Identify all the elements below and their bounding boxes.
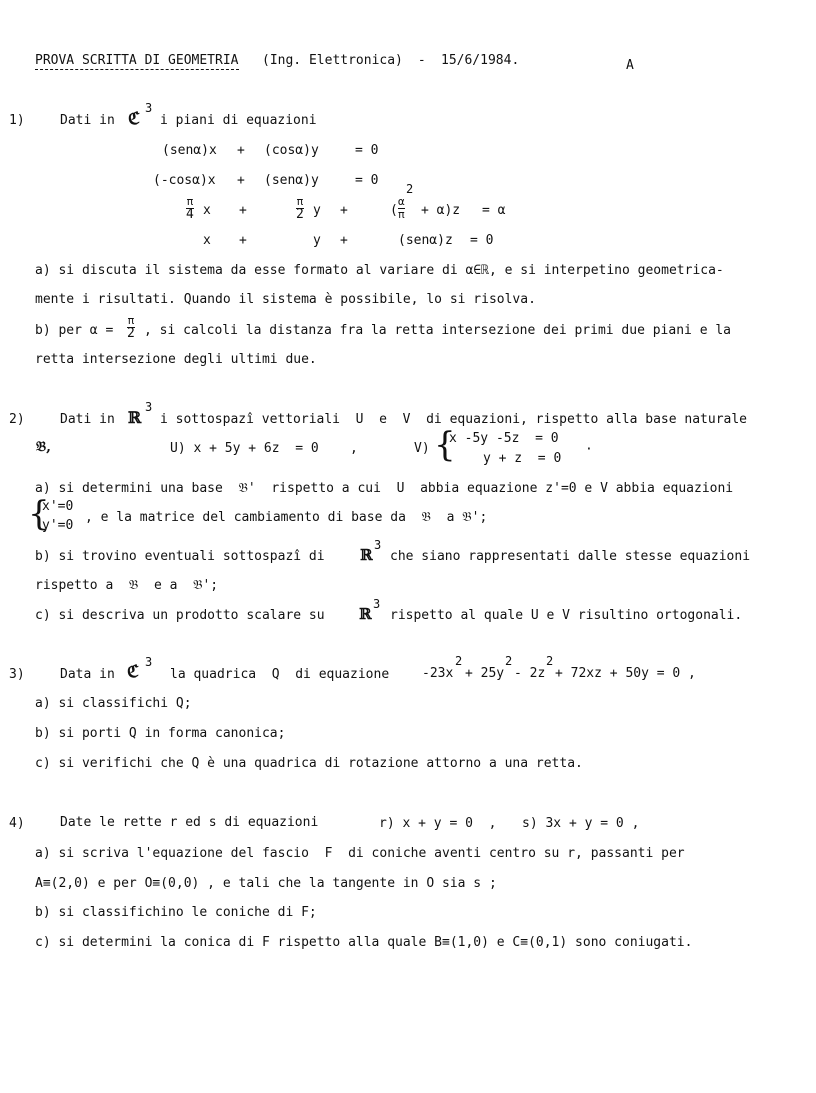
q1-eq3-fraction-1 xyxy=(186,196,194,221)
q1-eq1-rhs: = 0 xyxy=(355,143,379,158)
q4-part-a-line1: a) si scriva l'equazione del fascio F di coniche aventi centro su r, passanti per xyxy=(35,846,685,861)
q2-part-a-system-2: y'=0 xyxy=(42,518,74,533)
q2-part-c-line-b: rispetto al quale U e V risultino ortogonali. xyxy=(390,608,743,623)
q1-part-a-line1: a) si discuta il sistema da esse formato al variare di α∈ℝ, e si interpetino geometrica- xyxy=(35,263,724,278)
exam-title: PROVA SCRITTA DI GEOMETRIA xyxy=(35,53,239,68)
q3-eq-term2: + 25y xyxy=(465,666,505,681)
date-separator: - xyxy=(410,53,434,68)
q2-number: 2) xyxy=(9,412,25,427)
q1-eq3-plus1: + xyxy=(239,203,247,218)
q1-part-a-line2: mente i risultati. Quando il sistema è possibile, lo si risolva. xyxy=(35,292,536,307)
q2-v-equation-2: y + z = 0 xyxy=(483,451,562,466)
real-space-symbol: ℝ xyxy=(360,546,373,564)
q4-s-equation: s) 3x + y = 0 , xyxy=(522,816,640,831)
fraction-denominator: 4 xyxy=(186,207,194,222)
q2-part-b-line2: rispetto a 𝔅 e a 𝔅'; xyxy=(35,578,219,593)
q2-part-b-line1-a: b) si trovino eventuali sottospazî di xyxy=(35,549,325,564)
q3-eq-exp2: 2 xyxy=(505,654,513,668)
q1-eq3-x: x xyxy=(203,203,211,218)
q3-part-b: b) si porti Q in forma canonica; xyxy=(35,726,286,741)
q3-eq-term1: -23x xyxy=(422,666,454,681)
fraction-numerator: α xyxy=(398,195,405,208)
fraction-numerator: π xyxy=(127,314,135,327)
q1-eq1-term1: (senα)x xyxy=(162,143,217,158)
q3-eq-exp1: 2 xyxy=(455,654,463,668)
q1-eq3-rest: + α)z xyxy=(421,203,461,218)
q1-part-b-fraction xyxy=(127,315,135,340)
q4-part-a-line2: A≡(2,0) e per O≡(0,0) , e tali che la tangente in O sia s ; xyxy=(35,876,497,891)
q4-part-c: c) si determini la conica di F rispetto alla quale B≡(1,0) e C≡(0,1) sono coniugati. xyxy=(35,935,693,950)
system-brace: { xyxy=(28,494,50,534)
course-name: (Ing. Elettronica) xyxy=(262,53,403,68)
q1-eq3-rhs: = α xyxy=(482,203,506,218)
q3-number: 3) xyxy=(9,667,25,682)
q1-eq2-term2: (senα)y xyxy=(264,173,319,188)
q2-v-equation-1: x -5y -5z = 0 xyxy=(449,431,559,446)
q1-eq4-y: y xyxy=(313,233,321,248)
q2-intro-b: i sottospazî vettoriali U e V di equazioni, rispetto alla base naturale xyxy=(160,412,747,427)
q4-r-equation: r) x + y = 0 , xyxy=(379,816,497,831)
q1-eq3-exponent: 2 xyxy=(406,182,414,196)
system-brace: { xyxy=(434,425,456,465)
q1-eq2-plus: + xyxy=(237,173,245,188)
complex-space-symbol: ℭ xyxy=(127,662,139,682)
q2-v-label: V) xyxy=(414,441,430,456)
q1-eq4-term: (senα)z xyxy=(398,233,453,248)
q1-exponent: 3 xyxy=(145,101,153,115)
exam-version: A xyxy=(626,58,634,73)
q3-eq-exp3: 2 xyxy=(546,654,554,668)
q3-eq-term4: + 72xz + 50y = 0 , xyxy=(555,666,696,681)
q3-part-a: a) si classifichi Q; xyxy=(35,696,192,711)
q4-number: 4) xyxy=(9,816,25,831)
complex-space-symbol: ℭ xyxy=(128,109,140,129)
q2-intro-a: Dati in xyxy=(60,412,115,427)
q1-eq1-term2: (cosα)y xyxy=(264,143,319,158)
q2-exponent: 3 xyxy=(145,400,153,414)
fraction-denominator: 2 xyxy=(127,326,135,341)
q1-intro-b: i piani di equazioni xyxy=(160,113,317,128)
q1-eq2-term1: (-cosα)x xyxy=(153,173,216,188)
q3-part-c: c) si verifichi che Q è una quadrica di rotazione attorno a una retta. xyxy=(35,756,583,771)
fraction-numerator: π xyxy=(296,195,304,208)
fraction-denominator: 2 xyxy=(296,207,304,222)
q4-part-b: b) si classifichino le coniche di F; xyxy=(35,905,317,920)
q1-intro-a: Dati in xyxy=(60,113,115,128)
q1-eq3-plus2: + xyxy=(340,203,348,218)
q1-part-b-line1: , si calcoli la distanza fra la retta intersezione dei primi due piani e la xyxy=(144,323,731,338)
q4-intro: Date le rette r ed s di equazioni xyxy=(60,815,319,830)
q1-number: 1) xyxy=(9,113,25,128)
q1-eq3-paren: ( xyxy=(390,203,398,218)
q2-part-a-system-1: x'=0 xyxy=(42,499,74,514)
fraction-numerator: π xyxy=(186,195,194,208)
q2-part-a-line2: , e la matrice del cambiamento di base da 𝔅 a 𝔅'; xyxy=(85,510,488,525)
q2-part-b-line1-b: che siano rappresentati dalle stesse equazioni xyxy=(390,549,751,564)
natural-basis-symbol: 𝔅, xyxy=(36,439,51,455)
q1-eq2-rhs: = 0 xyxy=(355,173,379,188)
q1-eq3-y: y xyxy=(313,203,321,218)
q2-part-b-exponent: 3 xyxy=(374,538,382,552)
q1-eq1-plus: + xyxy=(237,143,245,158)
q1-eq3-fraction-2 xyxy=(296,196,304,221)
q1-eq4-plus2: + xyxy=(340,233,348,248)
q3-intro-b: la quadrica Q di equazione xyxy=(170,667,390,682)
q2-part-a-line1: a) si determini una base 𝔅' rispetto a cui U abbia equazione z'=0 e V abbia equazioni xyxy=(35,481,734,496)
q3-exponent: 3 xyxy=(145,655,153,669)
q1-eq4-x: x xyxy=(203,233,211,248)
q3-eq-term3: - 2z xyxy=(514,666,546,681)
q2-part-c-exponent: 3 xyxy=(373,597,381,611)
q1-part-b-line2: retta intersezione degli ultimi due. xyxy=(35,352,317,367)
q1-eq3-fraction-3 xyxy=(398,196,405,221)
q2-v-end-mark: · xyxy=(585,442,593,457)
q1-eq4-plus1: + xyxy=(239,233,247,248)
real-space-symbol: ℝ xyxy=(359,605,372,623)
real-space-symbol: ℝ xyxy=(128,408,142,427)
q1-eq4-rhs: = 0 xyxy=(470,233,494,248)
fraction-denominator: π xyxy=(398,208,405,221)
exam-date: 15/6/1984. xyxy=(441,53,520,68)
q1-part-b-prefix: b) per α = xyxy=(35,323,114,338)
q2-part-c-line-a: c) si descriva un prodotto scalare su xyxy=(35,608,325,623)
q3-intro-a: Data in xyxy=(60,667,115,682)
q2-u-equation: U) x + 5y + 6z = 0 , xyxy=(170,441,358,456)
